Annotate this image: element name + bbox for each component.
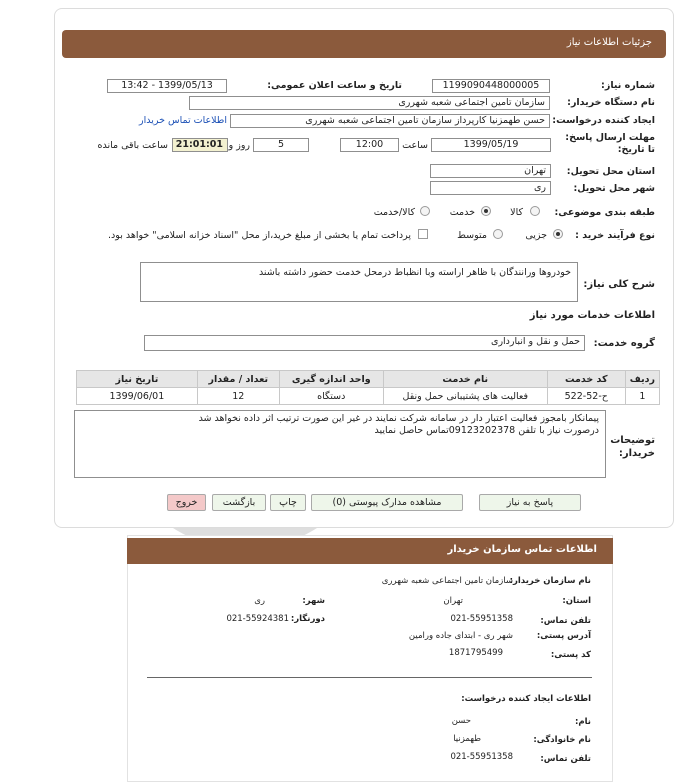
details-header-bar (62, 30, 666, 58)
col-service-name: نام خدمت (383, 371, 547, 388)
buyer-org-field: سازمان تامین اجتماعی شعبه شهرری (189, 96, 550, 110)
category-option-goods-service: کالا/خدمت (373, 207, 415, 218)
category-radio-service[interactable] (481, 206, 491, 216)
category-radio-goods-service[interactable] (420, 206, 430, 216)
creator-family-value: طهمزنیا (453, 734, 481, 744)
contact-province-label: استان: (562, 596, 591, 606)
process-radio-minor[interactable] (553, 229, 563, 239)
city-label: شهر محل تحویل: (573, 183, 655, 194)
announce-date-field: 1399/05/13 - 13:42 (107, 79, 227, 93)
contact-fax-label: دورنگار: (290, 614, 325, 624)
contact-city-label: شهر: (302, 596, 325, 606)
print-button[interactable]: چاپ (270, 494, 306, 511)
service-group-field: حمل و نقل و انبارداری (144, 335, 585, 351)
contact-address-label: آدرس پستی: (536, 631, 591, 641)
process-label: نوع فرآیند خرید : (575, 230, 655, 241)
contact-postal-value: 1871795499 (448, 648, 503, 658)
services-table (76, 370, 660, 405)
creator-name-value: حسن (451, 716, 471, 726)
contact-city-value: ری (254, 596, 265, 606)
contact-org-value: سازمان تامین اجتماعی شعبه شهرری (381, 576, 513, 586)
creator-field: حسن طهمزنیا کارپرداز سازمان تامین اجتماعی شعبه شهرری (230, 114, 550, 128)
contact-card-divider (147, 677, 592, 678)
creator-phone-label: تلفن تماس: (540, 754, 591, 764)
services-section-title: اطلاعات خدمات مورد نیاز (529, 310, 655, 321)
creator-name-label: نام: (574, 717, 591, 727)
contact-address-value: شهر ری - ابتدای جاده ورامین (408, 631, 513, 641)
view-attachments-button[interactable]: مشاهده مدارک پیوستی (0) (311, 494, 463, 511)
cell-quantity: 12 (197, 388, 279, 405)
buyer-org-label: نام دستگاه خریدار: (567, 97, 655, 108)
buyer-notes-line-1: پیمانکار بامجوز فعالیت اعتبار دار در سامانه شرکت نمایند در غیر این صورت ترتیب اثر داده نخواهد شد (198, 413, 599, 424)
cell-need-date: 1399/06/01 (77, 388, 198, 405)
buyer-notes-textarea (74, 410, 606, 478)
deadline-time-label: ساعت (402, 140, 428, 151)
description-label: شرح کلی نیاز: (583, 279, 655, 290)
creator-info-title: اطلاعات ایجاد کننده درخواست: (461, 694, 591, 704)
process-radio-medium[interactable] (493, 229, 503, 239)
table-row (77, 388, 660, 405)
need-number-label: شماره نیاز: (601, 80, 655, 91)
contact-phone-value: 021-55951358 (450, 614, 513, 624)
creator-label: ایجاد کننده درخواست: (552, 115, 655, 126)
process-option-minor: جزیی (525, 230, 547, 241)
back-button[interactable]: بازگشت (212, 494, 266, 511)
category-radio-goods[interactable] (530, 206, 540, 216)
deadline-date-field: 1399/05/19 (431, 138, 551, 152)
description-textarea: خودروها ورانندگان با ظاهر اراسته وبا انظباط درمحل خدمت حضور داشته باشند (140, 262, 578, 302)
creator-family-label: نام خانوادگی: (533, 735, 591, 745)
col-quantity: تعداد / مقدار (197, 371, 279, 388)
page-title: جزئیات اطلاعات نیاز (566, 37, 652, 48)
contact-org-label: نام سازمان خریدار: (509, 576, 591, 586)
contact-fax-value: 021-55924381 (226, 614, 289, 624)
process-option-medium: متوسط (457, 230, 487, 241)
treasury-payment-note: پرداخت تمام یا بخشی از مبلغ خرید،از محل "اسناد خزانه اسلامی" خواهد بود. (108, 230, 411, 241)
days-label: روز و (228, 140, 250, 151)
reply-button[interactable]: پاسخ به نیاز (479, 494, 581, 511)
category-label: طبقه بندی موضوعی: (554, 207, 655, 218)
days-remaining-field: 5 (253, 138, 309, 152)
cell-unit: دستگاه (279, 388, 383, 405)
need-number-field: 1199090448000005 (432, 79, 550, 93)
announce-date-label: تاریخ و ساعت اعلان عمومی: (267, 80, 402, 91)
cell-row-number: 1 (625, 388, 659, 405)
cell-service-name: فعالیت های پشتیبانی حمل ونقل (383, 388, 547, 405)
buyer-notes-line-2: درصورت نیاز با تلفن 09123202378تماس حاصل نمایید (374, 425, 599, 436)
col-row-number: ردیف (625, 371, 659, 388)
col-need-date: تاریخ نیاز (77, 371, 198, 388)
treasury-payment-checkbox[interactable] (418, 229, 428, 239)
contact-postal-label: کد پستی: (550, 650, 591, 660)
cell-service-code: ح-52-522 (547, 388, 625, 405)
contact-card-header (127, 538, 613, 564)
deadline-time-field: 12:00 (340, 138, 399, 152)
category-option-service: خدمت (449, 207, 475, 218)
remaining-time-label: ساعت باقی مانده (97, 140, 168, 151)
remaining-time-field: 21:01:01 (172, 138, 228, 152)
exit-button[interactable]: خروج (167, 494, 206, 511)
buyer-notes-label: توضیحات خریدار: (610, 435, 655, 459)
service-group-label: گروه خدمت: (593, 338, 655, 349)
category-option-goods: کالا (510, 207, 523, 218)
city-field: ری (430, 181, 551, 195)
contact-province-value: تهران (443, 596, 463, 606)
buyer-contact-link[interactable]: اطلاعات تماس خریدار (138, 115, 227, 126)
contact-phone-label: تلفن تماس: (540, 616, 591, 626)
deadline-label: مهلت ارسال پاسخ: تا تاریخ: (565, 132, 655, 155)
col-unit: واحد اندازه گیری (279, 371, 383, 388)
province-field: تهران (430, 164, 551, 178)
col-service-code: کد خدمت (547, 371, 625, 388)
creator-phone-value: 021-55951358 (450, 752, 513, 762)
province-label: استان محل تحویل: (566, 166, 655, 177)
contact-card-title: اطلاعات تماس سازمان خریدار (447, 544, 597, 555)
